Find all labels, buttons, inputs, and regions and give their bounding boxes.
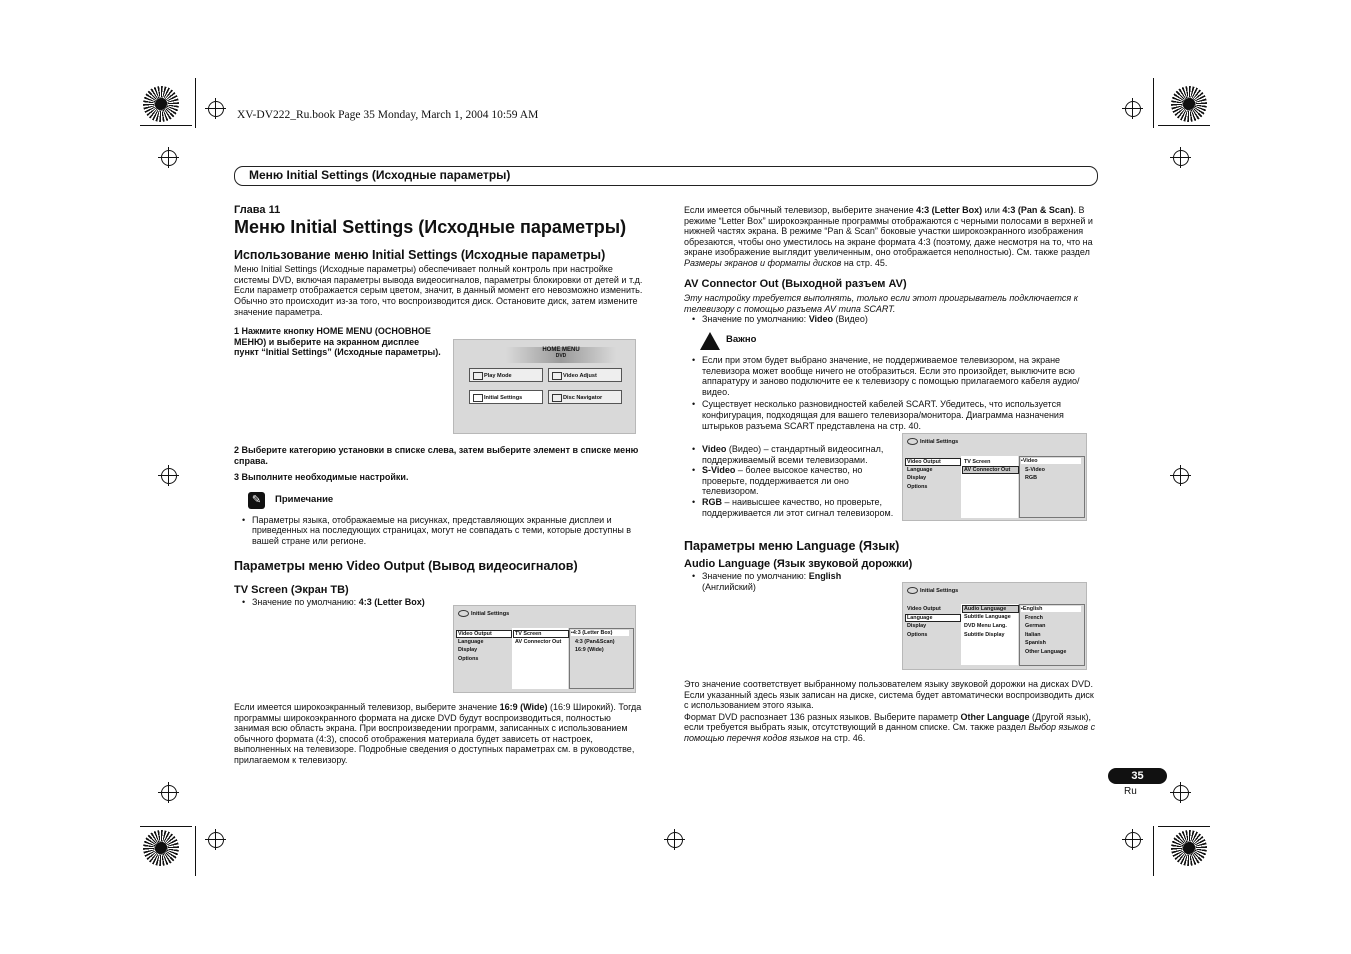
left-column-lower bbox=[234, 445, 646, 607]
item-audio-language[interactable]: Audio Language bbox=[962, 605, 1019, 613]
value-text: Video bbox=[1022, 458, 1038, 464]
crosshair-icon bbox=[1173, 150, 1189, 166]
cat-display[interactable]: Display bbox=[907, 623, 927, 629]
value-text: 4:3 (Letter Box) bbox=[572, 630, 613, 636]
crosshair-icon bbox=[1173, 785, 1189, 801]
screen-title: Initial Settings bbox=[907, 438, 958, 445]
crop-line bbox=[1158, 125, 1210, 126]
av-options-list bbox=[684, 444, 894, 518]
crosshair-icon bbox=[1125, 832, 1141, 848]
print-header: XV-DV222_Ru.book Page 35 Monday, March 1, 2004 10:59 AM bbox=[237, 109, 539, 121]
left-column bbox=[234, 205, 646, 358]
value-rgb[interactable]: RGB bbox=[1025, 475, 1037, 481]
value-pane bbox=[1019, 456, 1085, 518]
important-item: • Если при этом будет выбрано значение, не поддерживаемое телевизором, на экране телевизора может вообще ничего не отобразиться. Если это произойдет, выключите всю аппаратуру и заново подключите ее к телевизору с помощью прилагаемого кабеля аудио/видео. bbox=[684, 355, 1096, 397]
crop-line bbox=[140, 125, 192, 126]
step-3: 3 Выполните необходимые настройки. bbox=[234, 472, 409, 483]
chapter-label: Глава 11 bbox=[234, 204, 281, 216]
cat-options[interactable]: Options bbox=[907, 484, 928, 490]
item-av-connector[interactable]: AV Connector Out bbox=[962, 466, 1019, 474]
value-italian[interactable]: Italian bbox=[1025, 632, 1041, 638]
crosshair-icon bbox=[1125, 101, 1141, 117]
value-pan-scan[interactable]: 4:3 (Pan&Scan) bbox=[575, 639, 615, 645]
cat-display[interactable]: Display bbox=[458, 647, 478, 653]
default-post: (Английский) bbox=[702, 581, 756, 592]
default-value bbox=[684, 571, 862, 592]
av-connector-menu bbox=[902, 433, 1087, 521]
bold-text: 4:3 (Letter Box) bbox=[916, 205, 983, 215]
crosshair-icon bbox=[667, 832, 683, 848]
tv-screen-menu bbox=[453, 605, 636, 693]
value-wide[interactable]: 16:9 (Wide) bbox=[575, 647, 604, 653]
option-desc: – наивысшее качество, но проверьте, поддерживается ли этот сигнал телевизором. bbox=[702, 497, 894, 518]
home-menu-title: HOME MENU bbox=[542, 347, 580, 353]
text: (Другой язык), если требуется выбрать язык, отсутствующий в данном списке. См. также раздел bbox=[684, 711, 1092, 733]
crop-line bbox=[140, 826, 192, 827]
value-english[interactable]: ▪English bbox=[1021, 606, 1081, 612]
option-item bbox=[684, 497, 894, 518]
pencil-icon: ✎ bbox=[248, 492, 265, 509]
text: Если имеется обычный телевизор, выберите значение bbox=[684, 205, 917, 215]
note-box bbox=[234, 492, 646, 510]
option-name: RGB bbox=[702, 497, 722, 508]
initial-settings-button[interactable]: Initial Settings bbox=[469, 390, 543, 404]
crop-line bbox=[1158, 826, 1210, 827]
bold-text: Other Language bbox=[960, 711, 1030, 722]
value-french[interactable]: French bbox=[1025, 615, 1043, 621]
language-menu bbox=[902, 582, 1087, 670]
crosshair-icon bbox=[161, 785, 177, 801]
crop-line bbox=[195, 78, 196, 128]
default-label: Значение по умолчанию: bbox=[252, 596, 359, 607]
play-mode-button[interactable]: Play Mode bbox=[469, 368, 543, 382]
default-label: Значение по умолчанию: bbox=[702, 571, 809, 582]
text: . В режиме “Letter Box” широкоэкранные программы отображаются с черными полосами в верхней и нижней частях экрана. В режиме “Pan & Scan” боковые участки широкоэкранного изображения обрезаются, чтобы оно уместилось на экране формата 4:3 (поэтому, даже несмотря на то, что на экране изображение выглядит увеличенным, оно отображается неполностью). См. также раздел bbox=[684, 205, 1093, 258]
option-item bbox=[684, 465, 894, 497]
registration-wheel-icon bbox=[143, 86, 179, 122]
italic-intro: Эту настройку требуется выполнять, только если этот проигрыватель подключается к телевизору с помощью разъема AV типа SCART. bbox=[684, 293, 1078, 314]
home-menu-subtitle: DVD bbox=[555, 353, 567, 359]
option-item bbox=[684, 444, 894, 465]
paragraph bbox=[234, 702, 646, 766]
bold-text: 16:9 (Wide) bbox=[499, 702, 548, 712]
item-subtitle-display[interactable]: Subtitle Display bbox=[964, 632, 1005, 638]
home-menu-title-bar bbox=[506, 347, 616, 363]
subsection-title: TV Screen (Экран ТВ) bbox=[234, 584, 349, 597]
text: на стр. 46. bbox=[819, 732, 866, 743]
section-title: Параметры меню Video Output (Вывод видеосигналов) bbox=[234, 558, 578, 573]
warning-triangle-icon bbox=[700, 332, 720, 350]
screen-title: Initial Settings bbox=[458, 610, 509, 617]
language-paragraphs bbox=[684, 679, 1096, 744]
text: или bbox=[982, 205, 1003, 215]
paragraph: Меню Initial Settings (Исходные параметры) обеспечивает полный контроль при настройке системы DVD, включая параметры вывода видеосигналов, параметры блокировки от детей и т.д. bbox=[234, 264, 643, 285]
paragraph bbox=[684, 205, 1096, 269]
bold-text: 4:3 (Pan & Scan) bbox=[1002, 205, 1074, 215]
running-header bbox=[234, 166, 1098, 186]
default-val: English bbox=[808, 571, 842, 582]
crop-line bbox=[1153, 826, 1154, 876]
cat-options[interactable]: Options bbox=[907, 632, 928, 638]
value-other-language[interactable]: Other Language bbox=[1025, 649, 1067, 655]
default-value bbox=[684, 314, 1096, 325]
note-text: • Параметры языка, отображаемые на рисунках, представляющих экранные дисплеи и приведенных на последующих страницах, могут не совпадать с теми, которые доступны в вашей стране или регионе. bbox=[234, 515, 646, 547]
cat-language[interactable]: Language bbox=[907, 467, 933, 473]
video-adjust-button[interactable]: Video Adjust bbox=[548, 368, 622, 382]
paragraph: Это значение соответствует выбранному пользователем языку звуковой дорожки на дисках DVD. Если указанный здесь язык записан на диске, система будет автоматически воспроизводить диск с использованием этого языка. bbox=[684, 679, 1094, 711]
important-label: Важно bbox=[726, 333, 757, 345]
registration-wheel-icon bbox=[1171, 86, 1207, 122]
subsection-title: Audio Language (Язык звуковой дорожки) bbox=[684, 557, 913, 570]
item-av-connector[interactable]: AV Connector Out bbox=[515, 639, 562, 645]
item-dvd-menu-lang[interactable]: DVD Menu Lang. bbox=[964, 623, 1007, 629]
crop-line bbox=[195, 826, 196, 876]
item-tv-screen[interactable]: TV Screen bbox=[964, 459, 991, 465]
important-item: • Существует несколько разновидностей кабелей SCART. Убедитесь, что используется конфигурация, подходящая для вашего телевизора/монитора. Диаграмма назначения штырьков разъема SCART представлена на стр. 40. bbox=[684, 399, 1096, 431]
cat-video-output[interactable]: Video Output bbox=[456, 630, 512, 638]
note-label: Примечание bbox=[275, 493, 334, 505]
link-text: Размеры экранов и форматы дисков bbox=[684, 257, 842, 268]
link-text: Выбор языков с помощью перечня кодов языков bbox=[684, 722, 1096, 743]
value-text: English bbox=[1022, 606, 1043, 612]
crop-line bbox=[1153, 78, 1154, 128]
screen-title: Initial Settings bbox=[907, 587, 958, 594]
crosshair-icon bbox=[1173, 468, 1189, 484]
running-header-text: Меню Initial Settings (Исходные параметры) bbox=[249, 168, 511, 182]
registration-wheel-icon bbox=[1171, 830, 1207, 866]
page-number: 35 bbox=[1108, 768, 1167, 784]
cat-options[interactable]: Options bbox=[458, 656, 479, 662]
value-german[interactable]: German bbox=[1025, 623, 1046, 629]
default-val: 4:3 (Letter Box) bbox=[358, 596, 425, 607]
value-spanish[interactable]: Spanish bbox=[1025, 640, 1046, 646]
chapter-title: Меню Initial Settings (Исходные параметры) bbox=[234, 216, 627, 237]
section-title: Параметры меню Language (Язык) bbox=[684, 539, 900, 553]
page-language: Ru bbox=[1124, 786, 1137, 797]
value-letterbox[interactable]: ▪4:3 (Letter Box) bbox=[571, 630, 629, 636]
value-s-video[interactable]: S-Video bbox=[1025, 467, 1045, 473]
item-subtitle-language[interactable]: Subtitle Language bbox=[964, 614, 1011, 620]
tv-paragraph bbox=[234, 702, 646, 766]
paragraph bbox=[684, 712, 1096, 744]
crosshair-icon bbox=[208, 101, 224, 117]
item-tv-screen[interactable]: TV Screen bbox=[513, 630, 569, 638]
text: Если имеется широкоэкранный телевизор, выберите значение bbox=[234, 702, 500, 712]
value-pane bbox=[569, 628, 634, 689]
cat-language[interactable]: Language bbox=[905, 614, 961, 622]
default-label: Значение по умолчанию: bbox=[702, 314, 809, 325]
registration-wheel-icon bbox=[143, 830, 179, 866]
value-video[interactable]: ▪Video bbox=[1021, 458, 1081, 464]
cat-video-output[interactable]: Video Output bbox=[905, 458, 961, 466]
home-menu-screen bbox=[453, 339, 636, 434]
text: Формат DVD распознает 136 разных языков. Выберите параметр bbox=[684, 711, 961, 722]
section-title: Использование меню Initial Settings (Исходные параметры) bbox=[234, 247, 606, 262]
paragraph: Если параметр отображается серым цветом, значит, в данный момент его невозможно изменить. Обычно это происходит из-за того, что воспроизводится диск. Остановите диск, затем измените значение параметра. bbox=[234, 285, 643, 317]
important-box bbox=[684, 332, 1096, 352]
step-1: 1 Нажмите кнопку HOME MENU (ОСНОВНОЕ МЕНЮ) и выберите на экранном дисплее пункт “Initial Settings” (Исходные параметры). bbox=[234, 326, 441, 358]
default-post: (Видео) bbox=[833, 314, 868, 325]
option-desc: – более высокое качество, но проверьте, поддерживается ли оно телевизором. bbox=[702, 465, 863, 497]
disc-navigator-button[interactable]: Disc Navigator bbox=[548, 390, 622, 404]
cat-display[interactable]: Display bbox=[907, 475, 927, 481]
text: (16:9 Широкий). Тогда программы широкоэкранного формата на диске DVD будут воспроизводиться, полностью занимая всю область экрана. При воспроизведении программ, записанных с использованием обычного формата (4:3), способ отображения материала будет зависеть от настроек, выполненных на телевизоре. Подробные сведения о доступных параметрах см. в руководстве, прилагаемом к телевизору. bbox=[234, 702, 642, 765]
cat-video-output[interactable]: Video Output bbox=[907, 606, 941, 612]
text: на стр. 45. bbox=[841, 257, 888, 268]
option-name: Video bbox=[702, 444, 727, 455]
cat-language[interactable]: Language bbox=[458, 639, 484, 645]
step-2: 2 Выберите категорию установки в списке слева, затем выберите элемент в списке меню справа. bbox=[234, 445, 639, 466]
crosshair-icon bbox=[161, 468, 177, 484]
option-desc: (Видео) – стандартный видеосигнал, поддерживаемый всеми телевизорами. bbox=[702, 444, 884, 465]
option-name: S-Video bbox=[702, 465, 736, 476]
default-val: Video bbox=[808, 314, 834, 325]
crosshair-icon bbox=[208, 832, 224, 848]
subsection-title: AV Connector Out (Выходной разъем AV) bbox=[684, 277, 907, 290]
crosshair-icon bbox=[161, 150, 177, 166]
